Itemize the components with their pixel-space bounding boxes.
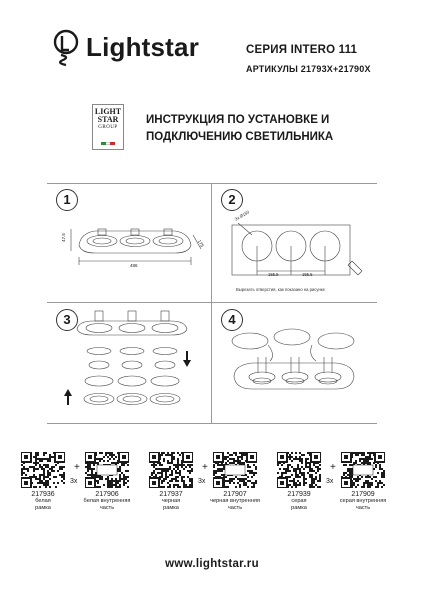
- header: [0, 0, 424, 90]
- product-label-1: серая внутренняя: [339, 498, 387, 504]
- brand-logo: [52, 28, 212, 68]
- step-number: 1: [56, 189, 78, 211]
- article-numbers: АРТИКУЛЫ 21793X+21790X: [246, 64, 371, 74]
- badge-line-1: LIGHT: [94, 107, 122, 116]
- product-code: 217937: [159, 491, 183, 498]
- brand-name: Lightstar: [86, 32, 200, 62]
- multiplier: 3x: [198, 478, 206, 485]
- badge-line-2: STAR: [97, 115, 119, 124]
- product-item[interactable]: [276, 452, 322, 511]
- product-code: 217939: [287, 491, 311, 498]
- dimension-depth-label: 175: [196, 238, 205, 249]
- spacing-label-a: 155.5: [268, 272, 279, 277]
- product-code: 217936: [31, 491, 55, 498]
- italian-flag-icon: [101, 142, 115, 145]
- step-number: 4: [221, 309, 243, 331]
- step-4-panel: [212, 303, 377, 423]
- product-label-2: часть: [355, 504, 371, 511]
- instruction-title-line-2: ПОДКЛЮЧЕНИЮ СВЕТИЛЬНИКА: [146, 131, 334, 143]
- product-item[interactable]: [148, 452, 194, 511]
- multiplier: 3x: [326, 478, 334, 485]
- step-3-panel: [47, 303, 212, 423]
- qr-code-icon[interactable]: [341, 452, 385, 488]
- panels-bottom-border: [47, 423, 377, 424]
- installation-steps: [47, 183, 377, 423]
- product-label-2: рамка: [291, 504, 307, 511]
- lightbulb-logo-icon: [52, 28, 82, 68]
- product-label-1: черная: [161, 498, 181, 504]
- product-qr-list: [20, 452, 410, 532]
- plus-sign: +: [202, 462, 208, 473]
- plus-sign: +: [74, 462, 80, 473]
- product-label-2: часть: [99, 504, 115, 511]
- product-item[interactable]: [212, 452, 258, 511]
- spacing-label-b: 155.5: [302, 272, 313, 277]
- product-item[interactable]: [20, 452, 66, 511]
- product-label-1: белая: [35, 498, 51, 504]
- product-item[interactable]: [84, 452, 130, 511]
- qr-code-icon[interactable]: [213, 452, 257, 488]
- instruction-title-line-1: ИНСТРУКЦИЯ ПО УСТАНОВКЕ И: [146, 114, 330, 126]
- product-label-2: рамка: [35, 504, 51, 511]
- step-2-panel: [212, 183, 377, 303]
- product-label-1: серая: [291, 498, 307, 504]
- product-code: 217909: [351, 491, 375, 498]
- plus-sign: +: [330, 462, 336, 473]
- qr-code-icon[interactable]: [21, 452, 65, 488]
- multiplier: 3x: [70, 478, 78, 485]
- cut-diameter-label: 3x Ø150: [233, 209, 251, 222]
- step-number: 3: [56, 309, 78, 331]
- qr-code-icon[interactable]: [149, 452, 193, 488]
- product-code: 217907: [223, 491, 247, 498]
- badge-line-3: GROUP: [98, 125, 118, 130]
- qr-code-icon[interactable]: [85, 452, 129, 488]
- step-number: 2: [221, 189, 243, 211]
- cutout-note: Вырезать отверстия, как показано на рисунке: [236, 287, 326, 292]
- product-item[interactable]: [340, 452, 386, 511]
- website-link[interactable]: www.lightstar.ru: [165, 558, 259, 570]
- product-label-1: черная внутренняя: [210, 498, 260, 504]
- lightstar-group-badge: [92, 104, 124, 150]
- product-code: 217906: [95, 491, 119, 498]
- product-label-2: часть: [227, 504, 243, 511]
- dimension-width-label: 486: [130, 263, 138, 268]
- product-label-2: рамка: [163, 504, 179, 511]
- dimension-height-label: 47.5: [60, 233, 66, 242]
- instruction-title: [146, 112, 386, 146]
- step-1-panel: [47, 183, 212, 303]
- product-label-1: белая внутренняя: [83, 498, 131, 504]
- series-title: СЕРИЯ INTERO 111: [246, 44, 358, 56]
- qr-code-icon[interactable]: [277, 452, 321, 488]
